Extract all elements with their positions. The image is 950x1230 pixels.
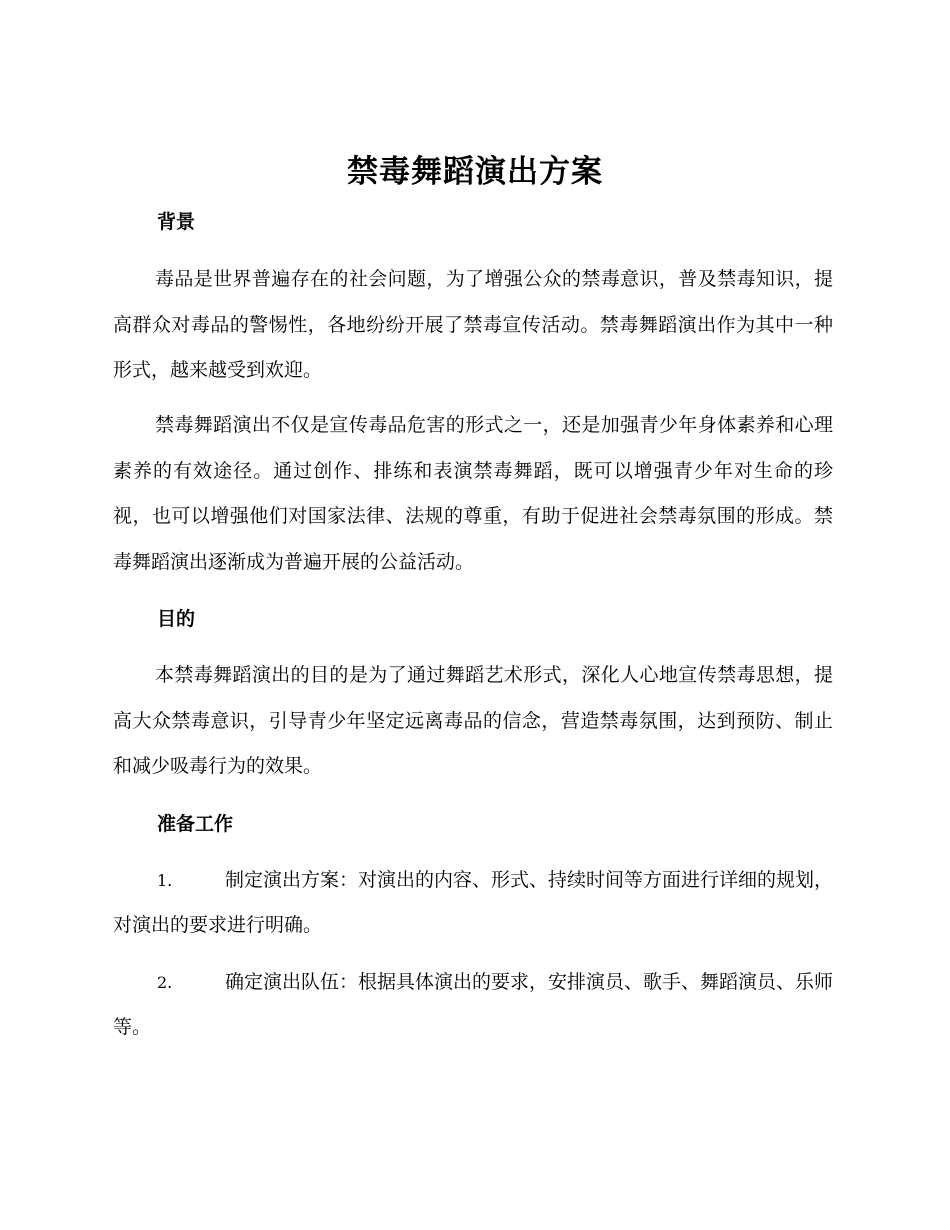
preparation-item-1 [113, 858, 833, 947]
preparation-item-2 [113, 960, 833, 1049]
document-title: 禁毒舞蹈演出方案 [347, 154, 603, 190]
list-item-text: 确定演出队伍：根据具体演出的要求，安排演员、歌手、舞蹈演员、乐师等。 [113, 971, 834, 1038]
section-heading-preparation: 准备工作 [157, 813, 234, 835]
purpose-paragraph: 本禁毒舞蹈演出的目的是为了通过舞蹈艺术形式，深化人心地宣传禁毒思想，提高大众禁毒意识，引导青少年坚定远离毒品的信念，营造禁毒氛围，达到预防、制止和减少吸毒行为的效果。 [113, 664, 833, 777]
list-number: 1. [157, 871, 173, 890]
list-number: 2. [157, 973, 173, 992]
section-heading-purpose: 目的 [157, 608, 196, 630]
list-item-text: 制定演出方案：对演出的内容、形式、持续时间等方面进行详细的规划，对演出的要求进行明确。 [113, 869, 834, 936]
background-paragraph-2: 禁毒舞蹈演出不仅是宣传毒品危害的形式之一，还是加强青少年身体素养和心理素养的有效途径。通过创作、排练和表演禁毒舞蹈，既可以增强青少年对生命的珍视，也可以增强他们对国家法律、法规的尊重，有助于促进社会禁毒氛围的形成。禁毒舞蹈演出逐渐成为普遍开展的公益活动。 [113, 414, 833, 573]
section-heading-background: 背景 [157, 211, 196, 233]
background-paragraph-1: 毒品是世界普遍存在的社会问题，为了增强公众的禁毒意识，普及禁毒知识，提高群众对毒品的警惕性，各地纷纷开展了禁毒宣传活动。禁毒舞蹈演出作为其中一种形式，越来越受到欢迎。 [113, 268, 833, 381]
